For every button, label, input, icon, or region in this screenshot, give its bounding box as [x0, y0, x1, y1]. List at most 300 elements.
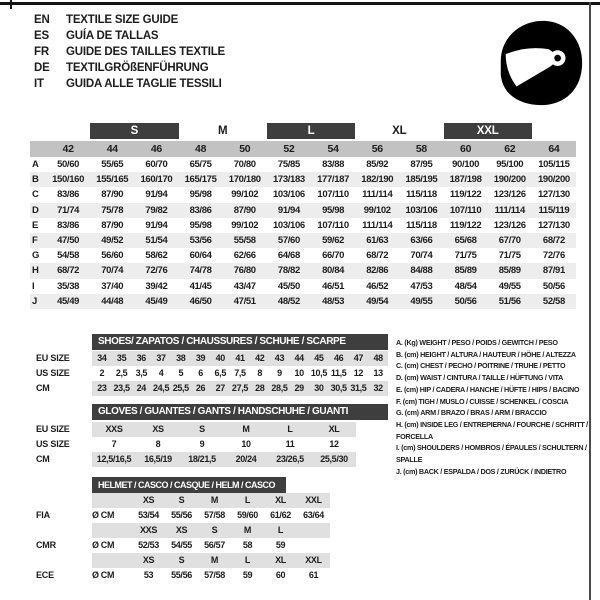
size-value: 170/180 [228, 174, 261, 186]
language-title: TEXTILE SIZE GUIDE [66, 14, 179, 26]
helmet-size-value: 54/55 [171, 540, 192, 550]
legend-item-j: J. (cm) BACK / ESPALDA / DOS / ZURÜCK / INDIETRO [396, 466, 567, 476]
language-row [34, 12, 225, 28]
gloves-row-label: EU SIZE [36, 424, 70, 434]
size-value: 119/122 [449, 219, 482, 231]
helmet-unit-cell [92, 553, 132, 568]
helmet-sizes-band [92, 523, 330, 538]
size-value: 43/47 [233, 280, 256, 292]
size-measurement-rows [30, 157, 576, 309]
helmet-size-value: 56/57 [204, 540, 225, 550]
size-value: 75/85 [277, 159, 300, 170]
size-value: 53/56 [189, 234, 212, 246]
size-row-label: E [32, 219, 38, 231]
gloves-row [36, 437, 356, 452]
shoes-band [92, 351, 388, 366]
gloves-value: 12 [329, 439, 339, 449]
helmet-size-label: L [277, 525, 284, 535]
size-value: 182/190 [361, 174, 394, 186]
size-corner-cell [30, 141, 46, 157]
size-value: 68/72 [57, 265, 80, 277]
size-value: 55/65 [101, 159, 124, 170]
size-row-label: H [32, 265, 39, 277]
size-value: 71/74 [57, 204, 80, 216]
shoes-row-label: EU SIZE [36, 353, 70, 363]
size-value: 60/70 [145, 159, 168, 170]
size-value: 95/98 [189, 189, 212, 201]
helmet-size-value: 58 [242, 540, 253, 550]
size-value: 87/90 [233, 204, 256, 216]
size-value: 62/66 [233, 250, 256, 262]
gloves-value: 10 [241, 439, 251, 449]
language-title: TEXTILGRÖßENFÜHRUNG [66, 62, 209, 74]
helmet-size-value: 60 [275, 570, 286, 580]
size-value: 85/89 [498, 265, 521, 277]
shoes-value: 3,5 [135, 368, 148, 378]
size-row-I [30, 279, 576, 294]
legend-item-g: G. (cm) ARM / BRAZO / BRAS / ARM / BRACCIO [396, 408, 547, 418]
helmet-size-label: XXL [305, 495, 322, 505]
size-row-C [30, 187, 576, 202]
size-value: 127/130 [537, 219, 570, 231]
legend-item-d: D. (cm) WAIST / CINTURA / TAILLE / HÜFTUNG / VITA [396, 373, 564, 383]
size-value: 103/106 [272, 189, 305, 201]
size-value: 115/118 [405, 219, 437, 231]
legend-item-a: A. (Kg) WEIGHT / PESO / POIDS / GEWITCH / PESO [396, 338, 558, 347]
shoes-value: 23,5 [113, 383, 130, 393]
size-value: 48/52 [277, 295, 300, 307]
size-value: 177/187 [317, 174, 350, 186]
size-value: 71/75 [454, 250, 477, 262]
helmet-size-label: M [210, 555, 219, 565]
helmet-unit-cell [92, 493, 132, 508]
gloves-row [36, 452, 356, 467]
language-row [34, 60, 225, 76]
helmet-standard-label: ECE [36, 570, 54, 580]
size-value: 45/50 [277, 280, 300, 292]
helmet-size-value: 59 [275, 540, 286, 550]
helmet-table-title: HELMET / CASCO / CASQUE / HELM / CASCO [92, 477, 286, 493]
shoes-value: 2,5 [115, 368, 128, 378]
shoes-value: 28 [255, 383, 265, 393]
helmet-value-row-fia [36, 508, 330, 523]
language-code: FR [34, 46, 49, 58]
size-value: 79/82 [145, 204, 168, 216]
helmet-size-label: XS [142, 555, 155, 565]
size-group-xxl: XXL [444, 123, 532, 139]
size-value: 115/119 [538, 204, 570, 216]
helmet-size-value: 61 [308, 570, 319, 580]
size-value: 46/52 [366, 280, 389, 292]
helmet-size-label: XXS [140, 525, 157, 535]
size-value: 150/160 [52, 174, 85, 186]
gloves-row-label: US SIZE [36, 439, 70, 449]
helmet-size-label: L [244, 495, 251, 505]
size-value: 50/56 [542, 280, 565, 292]
helmet-size-label: M [210, 495, 219, 505]
legend-item-h: H. (cm) INSIDE LEG / ENTREPIERNA / FOURCHE / SCHRITT / FORCELLA [396, 419, 588, 441]
shoes-value: 4 [158, 368, 164, 378]
size-value: 70/80 [233, 159, 256, 170]
shoes-value: 42 [255, 353, 265, 363]
helmet-unit-cell: Ø CM [92, 510, 115, 520]
size-number: 64 [548, 143, 560, 155]
helmet-unit-cell [92, 523, 132, 538]
shoes-value: 24 [136, 383, 146, 393]
size-row-D [30, 203, 576, 218]
language-title-list [34, 12, 225, 92]
size-value: 72/76 [145, 265, 168, 277]
helmet-size-label: L [244, 555, 251, 565]
size-value: 54/58 [57, 250, 80, 262]
size-number: 52 [283, 143, 295, 155]
textile-size-table [30, 123, 576, 309]
size-value: 165/175 [184, 174, 217, 186]
size-value: 105/115 [538, 159, 570, 170]
size-value: 80/84 [322, 265, 345, 277]
size-value: 160/170 [140, 174, 173, 186]
size-value: 65/68 [454, 234, 477, 246]
helmet-sizes-band [92, 493, 330, 508]
size-value: 47/53 [410, 280, 433, 292]
helmet-values-band [92, 538, 330, 553]
helmet-row-label [36, 553, 92, 568]
size-value: 72/76 [542, 250, 565, 262]
language-code: IT [34, 78, 44, 90]
language-title: GUÍA DE TALLAS [66, 30, 159, 42]
shoes-row [36, 366, 388, 381]
helmet-table [36, 493, 330, 583]
size-value: 50/56 [454, 295, 477, 307]
size-value: 83/88 [322, 159, 345, 170]
shoes-value: 5 [178, 368, 184, 378]
helmet-row-label [36, 523, 92, 538]
size-value: 70/74 [101, 265, 124, 277]
size-value: 111/114 [362, 189, 393, 201]
size-value: 45/49 [145, 295, 168, 307]
size-group-l: L [267, 123, 355, 139]
size-value: 87/95 [410, 159, 433, 170]
size-number: 46 [150, 143, 162, 155]
size-row-label: D [32, 204, 39, 216]
size-value: 48/53 [322, 295, 345, 307]
helmet-size-label: XS [175, 525, 188, 535]
shoes-value: 27,5 [231, 383, 249, 393]
size-value: 44/48 [101, 295, 124, 307]
helmet-value-row-cmr [36, 538, 330, 553]
size-row-label: A [32, 159, 39, 170]
helmet-size-value: 53/54 [138, 510, 159, 520]
size-row-H [30, 263, 576, 278]
language-row [34, 28, 225, 44]
shoes-value: 10,5 [310, 368, 327, 378]
top-border-line [0, 2, 600, 5]
size-value: 185/195 [405, 174, 438, 186]
size-value: 111/114 [494, 204, 525, 216]
size-value: 47/51 [233, 295, 256, 307]
size-value: 50/60 [57, 159, 80, 170]
size-row-F [30, 233, 576, 248]
gloves-row-label: CM [36, 454, 50, 464]
size-row-label: G [32, 250, 40, 262]
size-value: 58/62 [145, 250, 168, 262]
shoes-value: 34 [97, 353, 107, 363]
shoes-table [36, 351, 388, 396]
size-row-A [30, 157, 576, 172]
size-value: 85/92 [366, 159, 389, 170]
gloves-value: 8 [155, 439, 161, 449]
shoes-value: 30 [314, 383, 324, 393]
size-number: 42 [62, 143, 74, 155]
shoes-value: 8 [257, 368, 263, 378]
size-value: 56/60 [101, 250, 124, 262]
helmet-size-value: 55/56 [171, 570, 192, 580]
size-value: 39/42 [145, 280, 168, 292]
shoes-value: 43 [274, 353, 285, 363]
size-value: 68/72 [366, 250, 389, 262]
size-value: 83/86 [57, 219, 80, 231]
size-value: 95/100 [496, 159, 524, 170]
helmet-value-row-ece [36, 568, 330, 583]
size-value: 48/54 [454, 280, 477, 292]
shoes-value: 46 [334, 353, 344, 363]
size-value: 123/126 [493, 189, 526, 201]
size-group-xl: XL [392, 125, 407, 137]
size-value: 87/90 [101, 219, 124, 231]
shoes-row [36, 351, 388, 366]
size-group-s: S [90, 123, 178, 139]
size-value: 115/118 [405, 189, 437, 201]
size-row-E [30, 218, 576, 233]
size-value: 82/86 [366, 265, 389, 277]
size-value: 60/64 [189, 250, 212, 262]
size-row-G [30, 248, 576, 263]
helmet-size-value: 59 [242, 570, 253, 580]
shoes-value: 24,5 [152, 383, 170, 393]
right-border-line [589, 2, 591, 600]
size-value: 91/94 [145, 219, 168, 231]
shoes-value: 38 [176, 353, 186, 363]
gloves-value: 25,5/30 [320, 454, 348, 464]
size-value: 107/110 [449, 204, 482, 216]
size-value: 35/38 [57, 280, 80, 292]
shoes-value: 39 [195, 353, 206, 363]
language-code: EN [34, 14, 50, 26]
size-value: 90/100 [452, 159, 480, 170]
size-value: 103/106 [405, 204, 438, 216]
shoes-value: 47 [353, 353, 364, 363]
language-row [34, 44, 225, 60]
gloves-value: 9 [199, 439, 205, 449]
shoes-row [36, 381, 388, 396]
gloves-value: S [199, 424, 205, 434]
size-value: 70/74 [410, 250, 433, 262]
shoes-value: 9 [277, 368, 282, 378]
gloves-value: 12,5/16,5 [96, 454, 132, 464]
size-value: 190/200 [537, 174, 570, 186]
helmet-size-label [297, 523, 330, 538]
shoes-row-label: US SIZE [36, 368, 70, 378]
size-row-label: F [32, 234, 38, 246]
helmet-sizes-band [92, 553, 330, 568]
size-value: 95/98 [189, 219, 212, 231]
language-code: ES [34, 30, 49, 42]
size-value: 55/58 [233, 234, 256, 246]
size-value: 57/60 [277, 234, 300, 246]
helmet-size-label: XXL [305, 555, 322, 565]
size-row-label: I [32, 280, 35, 292]
helmet-unit-cell: Ø CM [92, 570, 115, 580]
size-number: 62 [504, 143, 516, 155]
size-value: 99/102 [231, 189, 259, 201]
size-value: 46/51 [322, 280, 345, 292]
size-value: 190/200 [493, 174, 526, 186]
shoes-value: 23 [97, 383, 107, 393]
size-value: 41/45 [189, 280, 212, 292]
size-value: 74/78 [189, 265, 212, 277]
legend-item-f: F. (cm) TIGH / MUSLO / CUISSE / SCHENKEL / COSCIA [396, 396, 569, 406]
size-number: 60 [460, 143, 472, 155]
helmet-size-value: 59/60 [237, 510, 258, 520]
helmet-size-label: S [178, 495, 185, 505]
helmet-size-value: 63/64 [303, 510, 324, 520]
size-value: 71/75 [498, 250, 521, 262]
legend-item-c: C. (cm) CHEST / PECHO / POITRINE / TRUHE / PETTO [396, 361, 566, 371]
shoes-value: 32 [373, 383, 383, 393]
size-value: 51/54 [145, 234, 168, 246]
gloves-table [36, 422, 356, 467]
size-group-header-row [30, 123, 576, 141]
size-value: 91/94 [145, 189, 168, 201]
size-value: 59/62 [322, 234, 345, 246]
helmet-size-value: 57/58 [204, 570, 225, 580]
shoes-value: 25,5 [172, 383, 189, 393]
legend-item-e: E. (cm) HIP / CADERA / HANCHE / HÜFTE / HIPS / BACINO [396, 384, 580, 394]
helmet-icon [490, 14, 588, 112]
helmet-standard-label: CMR [36, 540, 56, 550]
helmet-size-label: XL [275, 555, 286, 565]
size-value: 111/114 [362, 219, 393, 231]
size-number: 50 [239, 143, 251, 155]
gloves-value: 23/26,5 [276, 454, 304, 464]
size-number: 44 [106, 143, 118, 155]
helmet-sizes-row [36, 493, 330, 508]
size-number: 48 [195, 143, 207, 155]
shoes-value: 36 [136, 353, 146, 363]
size-value: 51/56 [498, 295, 521, 307]
size-value: 95/98 [322, 204, 345, 216]
helmet-sizes-row [36, 523, 330, 538]
shoes-value: 28,5 [271, 383, 288, 393]
shoes-band [92, 381, 388, 396]
size-value: 87/91 [542, 265, 565, 277]
size-value: 45/49 [57, 295, 80, 307]
size-number: 56 [371, 143, 383, 155]
gloves-value: M [242, 424, 250, 434]
shoes-value: 44 [294, 353, 304, 363]
helmet-size-label: S [178, 555, 185, 565]
helmet-size-value: 57/58 [204, 510, 225, 520]
size-value: 99/102 [363, 204, 391, 216]
shoes-value: 26 [195, 383, 206, 393]
helmet-unit-cell: Ø CM [92, 540, 115, 550]
helmet-size-label: XS [142, 495, 155, 505]
size-value: 68/72 [542, 234, 565, 246]
size-row-label: C [32, 189, 39, 201]
legend-item-b: B. (cm) HEIGHT / ALTURA / HAUTEUR / HÖHE / ALTEZZA [396, 349, 576, 359]
size-value: 155/165 [96, 174, 129, 186]
shoes-value: 6,5 [214, 368, 226, 378]
size-value: 75/78 [101, 204, 124, 216]
size-value: 37/40 [101, 280, 124, 292]
helmet-values-band [92, 568, 330, 583]
size-row-label: J [32, 295, 37, 307]
helmet-size-label: M [243, 525, 252, 535]
size-value: 64/68 [277, 250, 300, 262]
helmet-sizes-row [36, 553, 330, 568]
size-value: 87/90 [101, 189, 124, 201]
size-value: 63/66 [410, 234, 433, 246]
size-value: 61/63 [366, 234, 389, 246]
shoes-value: 48 [373, 353, 383, 363]
size-value: 52/58 [542, 295, 565, 307]
gloves-value: 18/21,5 [188, 454, 216, 464]
size-row-label: B [32, 174, 39, 186]
size-number: 58 [415, 143, 427, 155]
left-border-stub [10, 0, 12, 9]
shoes-value: 45 [314, 353, 324, 363]
size-value: 119/122 [449, 189, 482, 201]
size-value: 49/55 [498, 280, 521, 292]
size-value: 84/88 [410, 265, 433, 277]
size-value: 99/102 [231, 219, 259, 231]
shoes-value: 29 [294, 383, 304, 393]
shoes-value: 12 [353, 368, 364, 378]
gloves-band [92, 437, 356, 452]
shoes-value: 30,5 [330, 383, 347, 393]
shoes-value: 2 [99, 368, 105, 378]
helmet-standard-label: FIA [36, 510, 50, 520]
shoes-value: 6 [198, 368, 203, 378]
helmet-size-value: 61/62 [270, 510, 291, 520]
size-value: 47/50 [57, 234, 80, 246]
shoes-value: 40 [215, 353, 225, 363]
language-row [34, 76, 225, 92]
size-group-m: M [217, 125, 228, 137]
helmet-size-label: S [211, 525, 218, 535]
size-value: 123/126 [493, 219, 526, 231]
size-value: 91/94 [277, 204, 300, 216]
size-value: 49/52 [101, 234, 124, 246]
size-value: 83/86 [57, 189, 80, 201]
size-value: 76/80 [233, 265, 256, 277]
helmet-size-label: XL [275, 495, 286, 505]
language-title: GUIDE DES TAILLES TEXTILE [66, 46, 225, 58]
gloves-value: XL [328, 424, 340, 434]
language-title: GUIDA ALLE TAGLIE TESSILI [66, 78, 222, 90]
shoes-value: 31,5 [350, 383, 367, 393]
shoes-value: 37 [156, 353, 166, 363]
size-value: 67/70 [498, 234, 521, 246]
size-value: 49/54 [366, 295, 389, 307]
gloves-table-title: GLOVES / GUANTES / GANTS / HANDSCHUHE / GUANTI [92, 404, 388, 420]
size-value: 187/198 [449, 174, 482, 186]
size-value: 46/50 [189, 295, 212, 307]
size-value: 107/110 [317, 189, 349, 201]
size-value: 127/130 [537, 189, 570, 201]
helmet-size-value [297, 538, 330, 553]
size-value: 103/106 [272, 219, 305, 231]
